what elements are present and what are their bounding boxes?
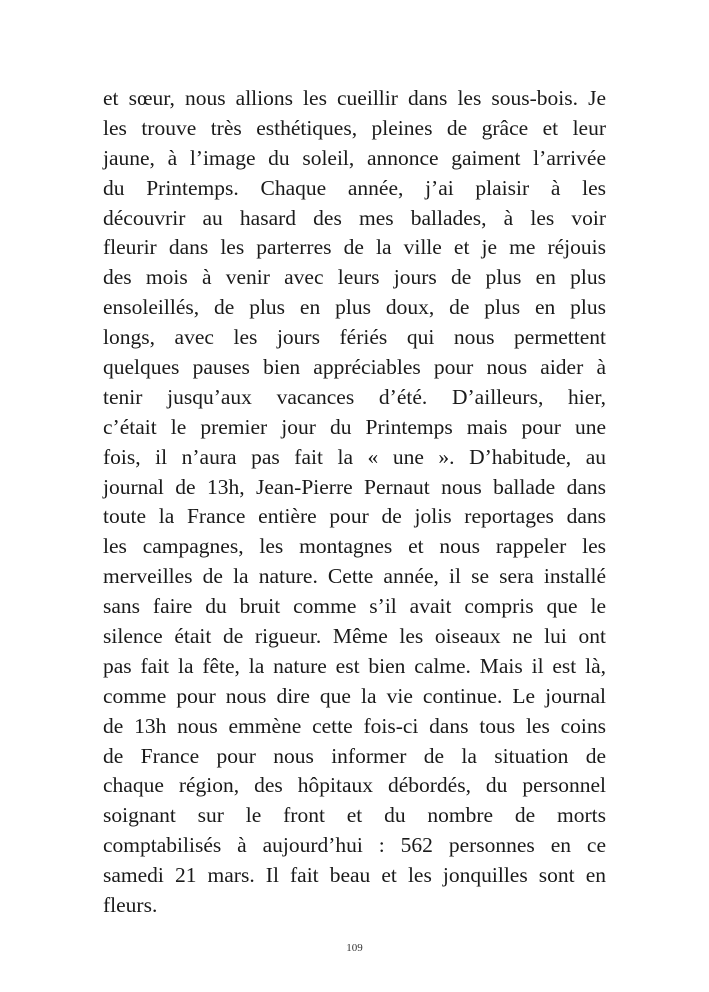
text-line: fleurs. bbox=[103, 893, 158, 918]
text-line: ensoleillés, de plus en plus doux, de plus en plus bbox=[103, 295, 606, 320]
text-line: comme pour nous dire que la vie continue. Le journal bbox=[103, 683, 606, 708]
text-line: sans faire du bruit comme s’il avait compris que le bbox=[103, 594, 606, 619]
text-line: et sœur, nous allions les cueillir dans les sous-bois. Je bbox=[103, 86, 606, 110]
text-line: comptabilisés à aujourd’hui : 562 personnes en ce bbox=[103, 833, 606, 858]
page-number: 109 bbox=[346, 942, 363, 954]
text-line: fois, il n’aura pas fait la « une ». D’habitude, au bbox=[103, 444, 606, 469]
text-line: les trouve très esthétiques, pleines de grâce et leur bbox=[103, 115, 606, 140]
body-text bbox=[103, 84, 606, 921]
text-line: pas fait la fête, la nature est bien calme. Mais il est là, bbox=[103, 653, 606, 678]
text-line: samedi 21 mars. Il fait beau et les jonquilles sont en bbox=[103, 863, 606, 888]
text-line: quelques pauses bien appréciables pour nous aider à bbox=[103, 355, 606, 380]
text-line: chaque région, des hôpitaux débordés, du personnel bbox=[103, 773, 606, 798]
text-line: du Printemps. Chaque année, j’ai plaisir à les bbox=[103, 175, 606, 200]
text-line: les campagnes, les montagnes et nous rappeler les bbox=[103, 534, 606, 559]
text-line: jaune, à l’image du soleil, annonce gaiment l’arrivée bbox=[103, 145, 606, 170]
text-line: de 13h nous emmène cette fois-ci dans tous les coins bbox=[103, 713, 606, 738]
text-line: tenir jusqu’aux vacances d’été. D’ailleurs, hier, bbox=[103, 384, 606, 409]
text-line: merveilles de la nature. Cette année, il se sera installé bbox=[103, 564, 606, 589]
text-line: soignant sur le front et du nombre de morts bbox=[103, 803, 606, 828]
text-line: c’était le premier jour du Printemps mais pour une bbox=[103, 414, 606, 439]
text-line: de France pour nous informer de la situation de bbox=[103, 743, 606, 768]
text-line: découvrir au hasard des mes ballades, à les voir bbox=[103, 205, 606, 230]
text-line: longs, avec les jours fériés qui nous permettent bbox=[103, 325, 606, 350]
text-line: fleurir dans les parterres de la ville et je me réjouis bbox=[103, 235, 606, 260]
text-line: toute la France entière pour de jolis reportages dans bbox=[103, 504, 606, 529]
text-line: des mois à venir avec leurs jours de plus en plus bbox=[103, 265, 606, 290]
text-line: silence était de rigueur. Même les oiseaux ne lui ont bbox=[103, 624, 606, 649]
text-line: journal de 13h, Jean-Pierre Pernaut nous ballade dans bbox=[103, 474, 606, 499]
